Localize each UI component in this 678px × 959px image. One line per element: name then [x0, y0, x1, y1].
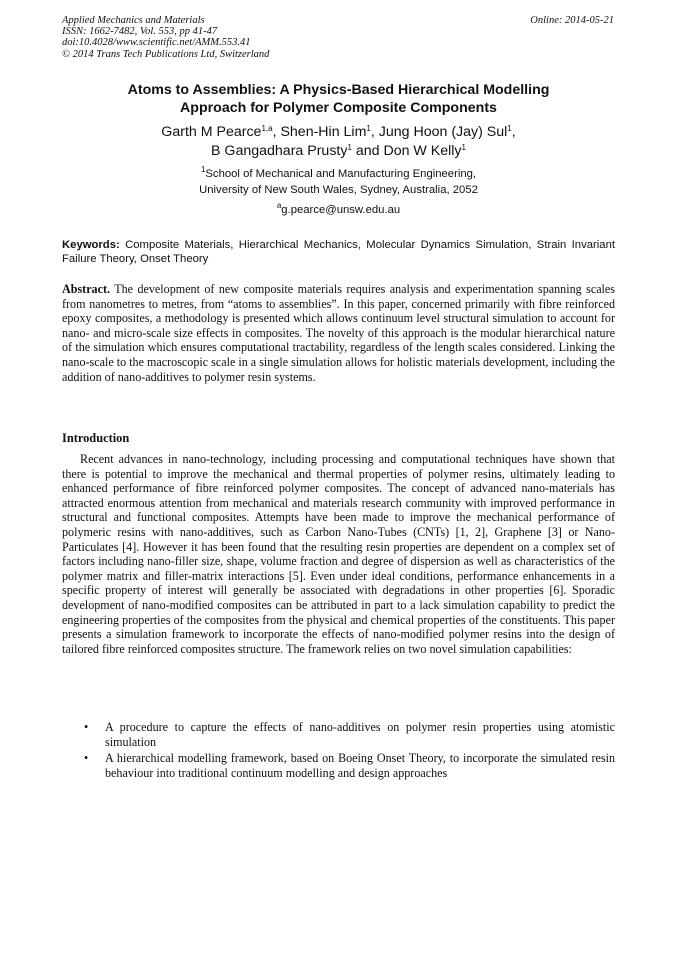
capabilities-list [62, 720, 615, 782]
contact-email [62, 203, 615, 217]
author-name: Don W Kelly [383, 142, 462, 159]
abstract-text: The development of new composite materials requires analysis and experimentation spanning scales from nanometres to metres, from “atoms to assemblies”. In this paper, concerned primarily with fibre reinforced epoxy composites, a methodology is presented which allows continuum level structural simulation to account for nano- and micro-scale size effects in composites. The novelty of this approach is the modular hierarchical nature of the simulation which ensures computational tractability, regardless of the length scales considered. Linking the nano-scale to the macroscopic scale in a single simulation allows for holistic materials development, including the addition of nano-additives to polymer resin systems. [62, 282, 615, 384]
online-date: Online: 2014-05-21 [530, 15, 614, 26]
affiliation-text-1: School of Mechanical and Manufacturing Engineering, [205, 168, 477, 180]
journal-name: Applied Mechanics and Materials [62, 15, 205, 26]
bullet-icon: • [84, 751, 89, 766]
author-line-2 [62, 142, 615, 161]
author-affiliation-mark: 1 [461, 142, 466, 152]
keywords-block [62, 238, 615, 266]
bullet-icon: • [84, 720, 89, 734]
list-item-text: A hierarchical modelling framework, based on Boeing Onset Theory, to incorporate the simulated resin behaviour into traditional continuum modelling and design approaches [105, 751, 615, 780]
introduction-paragraph: Recent advances in nano-technology, including processing and computational techniques have shown that there is potential to improve the mechanical and thermal properties of polymer resins, ultimately leading to enhanced performance of fibre reinforced polymer composites. The concept of advanced nano-materials has attracted enormous attention from mechanical and materials research community with improved performance in structural and functional composites. Attempts have been made to improve the mechanical performance of polymeric resins with nano-additives, such as Carbon Nano-Tubes (CNTs) [1, 2], Graphene [3] or Nano-Particulates [4]. However it has been found that the resulting resin properties are dependent on a complex set of factors including nano-filler size, shape, volume fraction and degree of dispersion as well as characteristics of the polymer matrix and filler-matrix interactions [5]. Even under ideal conditions, performance enhancements in a specific property of interest will generally be associated with degradations in other properties [6]. Sporadic development of nano-modified composites can be attributed in part to a lack simulation capability to predict the engineering properties of the composites from the physical and chemical properties of the constituents. This paper presents a simulation framework to incorporate the effects of nano-modified polymer resins into the design of tailored fibre reinforced composites structure. The framework relies on two novel simulation capabilities: [62, 452, 615, 656]
author-name: Jung Hoon (Jay) Sul [378, 124, 508, 140]
author-affiliation-mark: 1 [347, 142, 352, 152]
author-name: Garth M Pearce [161, 124, 262, 140]
author-affiliation-mark: 1,a [261, 124, 273, 133]
section-heading-introduction: Introduction [62, 431, 130, 445]
affiliation [62, 166, 615, 198]
author-name: B Gangadhara Prusty [211, 142, 348, 159]
doi-line[interactable]: doi:10.4028/www.scientific.net/AMM.553.41 [62, 37, 251, 49]
author-separator: , [272, 124, 281, 140]
author-list [62, 123, 615, 160]
affiliation-mark: 1 [200, 165, 206, 174]
email-mark: a [276, 201, 282, 210]
abstract-label: Abstract. [62, 282, 111, 296]
author-affiliation-mark: 1 [366, 124, 371, 133]
issn-line: ISSN: 1662-7482, Vol. 553, pp 41-47 [62, 26, 218, 38]
list-item-text: A procedure to capture the effects of nano-additives on polymer resin properties using atomistic simulation [105, 720, 615, 749]
journal-header [62, 15, 269, 60]
email-address[interactable]: g.pearce@unsw.edu.au [281, 204, 401, 216]
list-item [62, 720, 615, 749]
author-separator: , [511, 124, 516, 140]
abstract-block [62, 282, 615, 384]
affiliation-line-1 [62, 166, 615, 182]
affiliation-line-2: University of New South Wales, Sydney, Australia, 2052 [199, 184, 478, 196]
keywords-label: Keywords: [62, 239, 120, 251]
paper-title [62, 82, 615, 117]
title-line-1: Atoms to Assemblies: A Physics-Based Hierarchical Modelling [127, 82, 550, 98]
author-conjunction: and [351, 142, 384, 159]
author-name: Shen-Hin Lim [280, 124, 367, 140]
list-item [62, 751, 615, 780]
author-affiliation-mark: 1 [507, 124, 512, 133]
title-line-2: Approach for Polymer Composite Components [180, 99, 497, 116]
author-separator: , [370, 124, 379, 140]
copyright-line: © 2014 Trans Tech Publications Ltd, Switzerland [62, 48, 270, 60]
keywords-text: Composite Materials, Hierarchical Mechanics, Molecular Dynamics Simulation, Strain Invariant Failure Theory, Onset Theory [62, 239, 615, 265]
author-line-1 [62, 123, 615, 142]
